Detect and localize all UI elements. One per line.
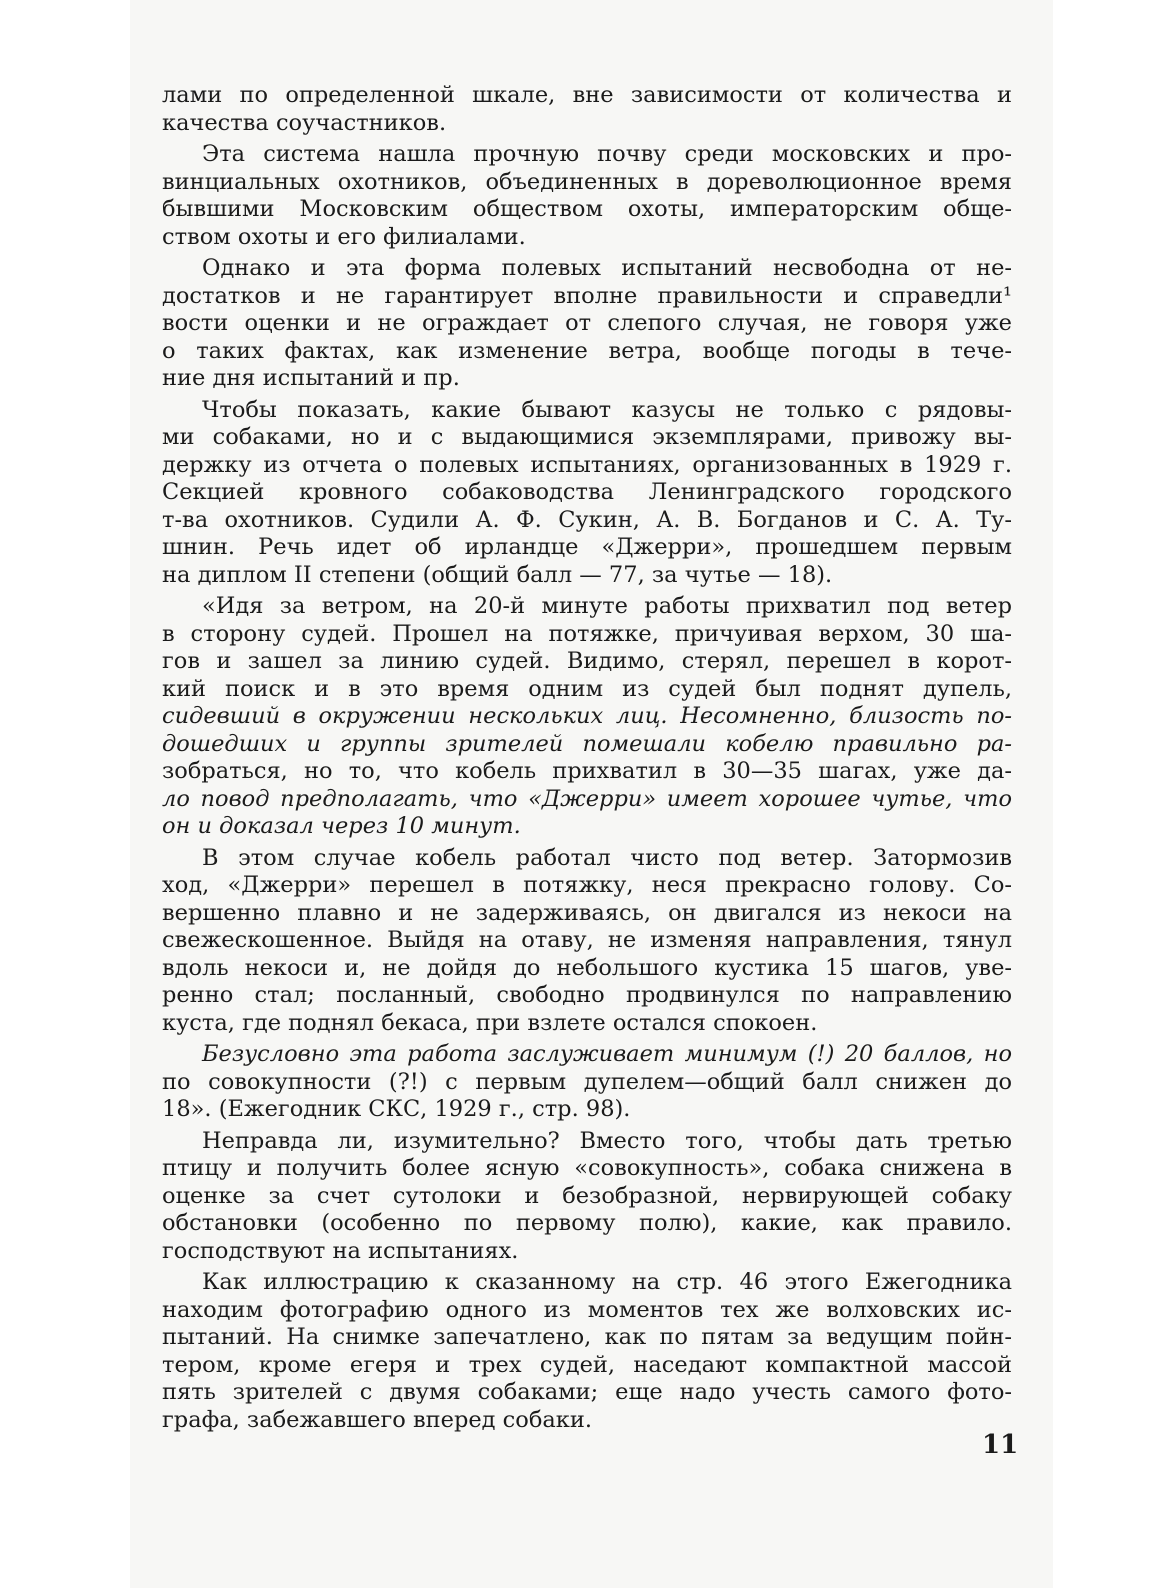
quotation <box>162 593 1012 841</box>
text-line: пытаний. На снимке запечатлено, как по пятам за ведущим пойн- <box>162 1324 1012 1350</box>
text-line: Эта система нашла прочную почву среди московских и про- <box>202 141 1012 167</box>
text-line: Безусловно эта работа заслуживает минимум (!) 20 баллов, но <box>202 1041 1012 1067</box>
paragraph <box>162 255 1012 393</box>
text-line: Как иллюстрацию к сказанному на стр. 46 этого Ежегодника <box>202 1269 1012 1295</box>
text-line: В этом случае кобель работал чисто под ветер. Затормозив <box>202 844 1012 871</box>
paragraph <box>162 141 1012 251</box>
text-line: «Идя за ветром, на 20-й минуте работы прихватил под ветер <box>202 593 1012 619</box>
paragraph <box>162 82 1012 137</box>
text-line: в сторону судей. Прошел на потяжке, причуивая верхом, 30 ша- <box>162 620 1012 647</box>
text-line: держку из отчета о полевых испытаниях, организованных в 1929 г. <box>162 451 1012 478</box>
text-line: зобраться, но то, что кобель прихватил в 30—35 шагах, уже да- <box>162 758 1012 784</box>
text-line: тером, кроме егеря и трех судей, наседают компактной массой <box>162 1351 1012 1378</box>
text-line: ством охоты и его филиалами. <box>162 223 526 250</box>
text-line: свежескошенное. Выйдя на отаву, не изменяя направления, тянул <box>162 927 1012 953</box>
text-line: вершенно плавно и не задерживаясь, он двигался из некоси на <box>162 899 1012 926</box>
paragraph <box>162 1041 1012 1124</box>
text-line: лами по определенной шкале, вне зависимости от количества и <box>162 82 1012 108</box>
text-line: он и доказал через 10 минут. <box>162 813 521 839</box>
body-text <box>162 82 1012 1438</box>
text-line: бывшими Московским обществом охоты, императорским обще- <box>162 196 1012 222</box>
text-line: винциальных охотников, объединенных в дореволюционное время <box>162 168 1012 195</box>
paragraph <box>162 397 1012 590</box>
text-line: оценке за счет сутолоки и безобразной, нервирующей собаку <box>162 1182 1012 1209</box>
paragraph <box>162 845 1012 1038</box>
text-line: господствуют на испытаниях. <box>162 1237 519 1264</box>
text-line: достатков и не гарантирует вполне правильности и справедли¹ <box>162 282 1012 309</box>
text-line: 18». (Ежегодник СКС, 1929 г., стр. 98). <box>162 1096 631 1122</box>
text-line: гов и зашел за линию судей. Видимо, стерял, перешел в корот- <box>162 648 1012 674</box>
text-line: пять зрителей с двумя собаками; еще надо учесть самого фото- <box>162 1379 1012 1405</box>
text-line: Чтобы показать, какие бывают казусы не только с рядовы- <box>202 396 1012 423</box>
text-line: птицу и получить более ясную «совокупность», собака снижена в <box>162 1155 1012 1181</box>
text-line: куста, где поднял бекаса, при взлете остался спокоен. <box>162 1009 818 1036</box>
text-line: вдоль некоси и, не дойдя до небольшого кустика 15 шагов, уве- <box>162 954 1012 981</box>
text-line: шнин. Речь идет об ирландце «Джерри», прошедшем первым <box>162 534 1012 560</box>
text-line: Секцией кровного собаководства Ленинградского городского <box>162 479 1012 505</box>
text-line: ми собаками, но и с выдающимися экземплярами, привожу вы- <box>162 424 1012 450</box>
paragraph <box>162 1128 1012 1266</box>
text-line: т-ва охотников. Судили А. Ф. Сукин, А. В. Богданов и С. А. Ту- <box>162 506 1012 533</box>
page-number: 11 <box>982 1430 1019 1460</box>
text-line: вости оценки и не ограждает от слепого случая, не говоря уже <box>162 310 1012 336</box>
text-line: на диплом II степени (общий балл — 77, за чутье — 18). <box>162 561 833 588</box>
text-line: о таких фактах, как изменение ветра, вообще погоды в тече- <box>162 337 1012 364</box>
text-line: ренно стал; посланный, свободно продвинулся по направлению <box>162 982 1012 1008</box>
text-line: ние дня испытаний и пр. <box>162 365 460 391</box>
text-line: кий поиск и в это время одним из судей был поднят дупель, <box>162 675 1012 702</box>
text-line: качества соучастников. <box>162 109 447 136</box>
text-line: графа, забежавшего вперед собаки. <box>162 1406 593 1433</box>
text-line: ло повод предполагать, что «Джерри» имеет хорошее чутье, что <box>162 785 1012 812</box>
text-line: Однако и эта форма полевых испытаний несвободна от не- <box>202 255 1012 281</box>
text-line: Неправда ли, изумительно? Вместо того, чтобы дать третью <box>202 1127 1012 1154</box>
text-line: сидевший в окружении нескольких лиц. Несомненно, близость по- <box>162 703 1012 729</box>
text-line: ход, «Джерри» перешел в потяжку, неся прекрасно голову. Со- <box>162 872 1012 898</box>
text-line: по совокупности (?!) с первым дупелем—общий балл снижен до <box>162 1068 1012 1095</box>
text-line: обстановки (особенно по первому полю), какие, как правило. <box>162 1210 1012 1236</box>
text-line: находим фотографию одного из моментов тех же волховских ис- <box>162 1296 1012 1323</box>
paragraph <box>162 1269 1012 1434</box>
text-line: дошедших и группы зрителей помешали кобелю правильно ра- <box>162 730 1012 757</box>
